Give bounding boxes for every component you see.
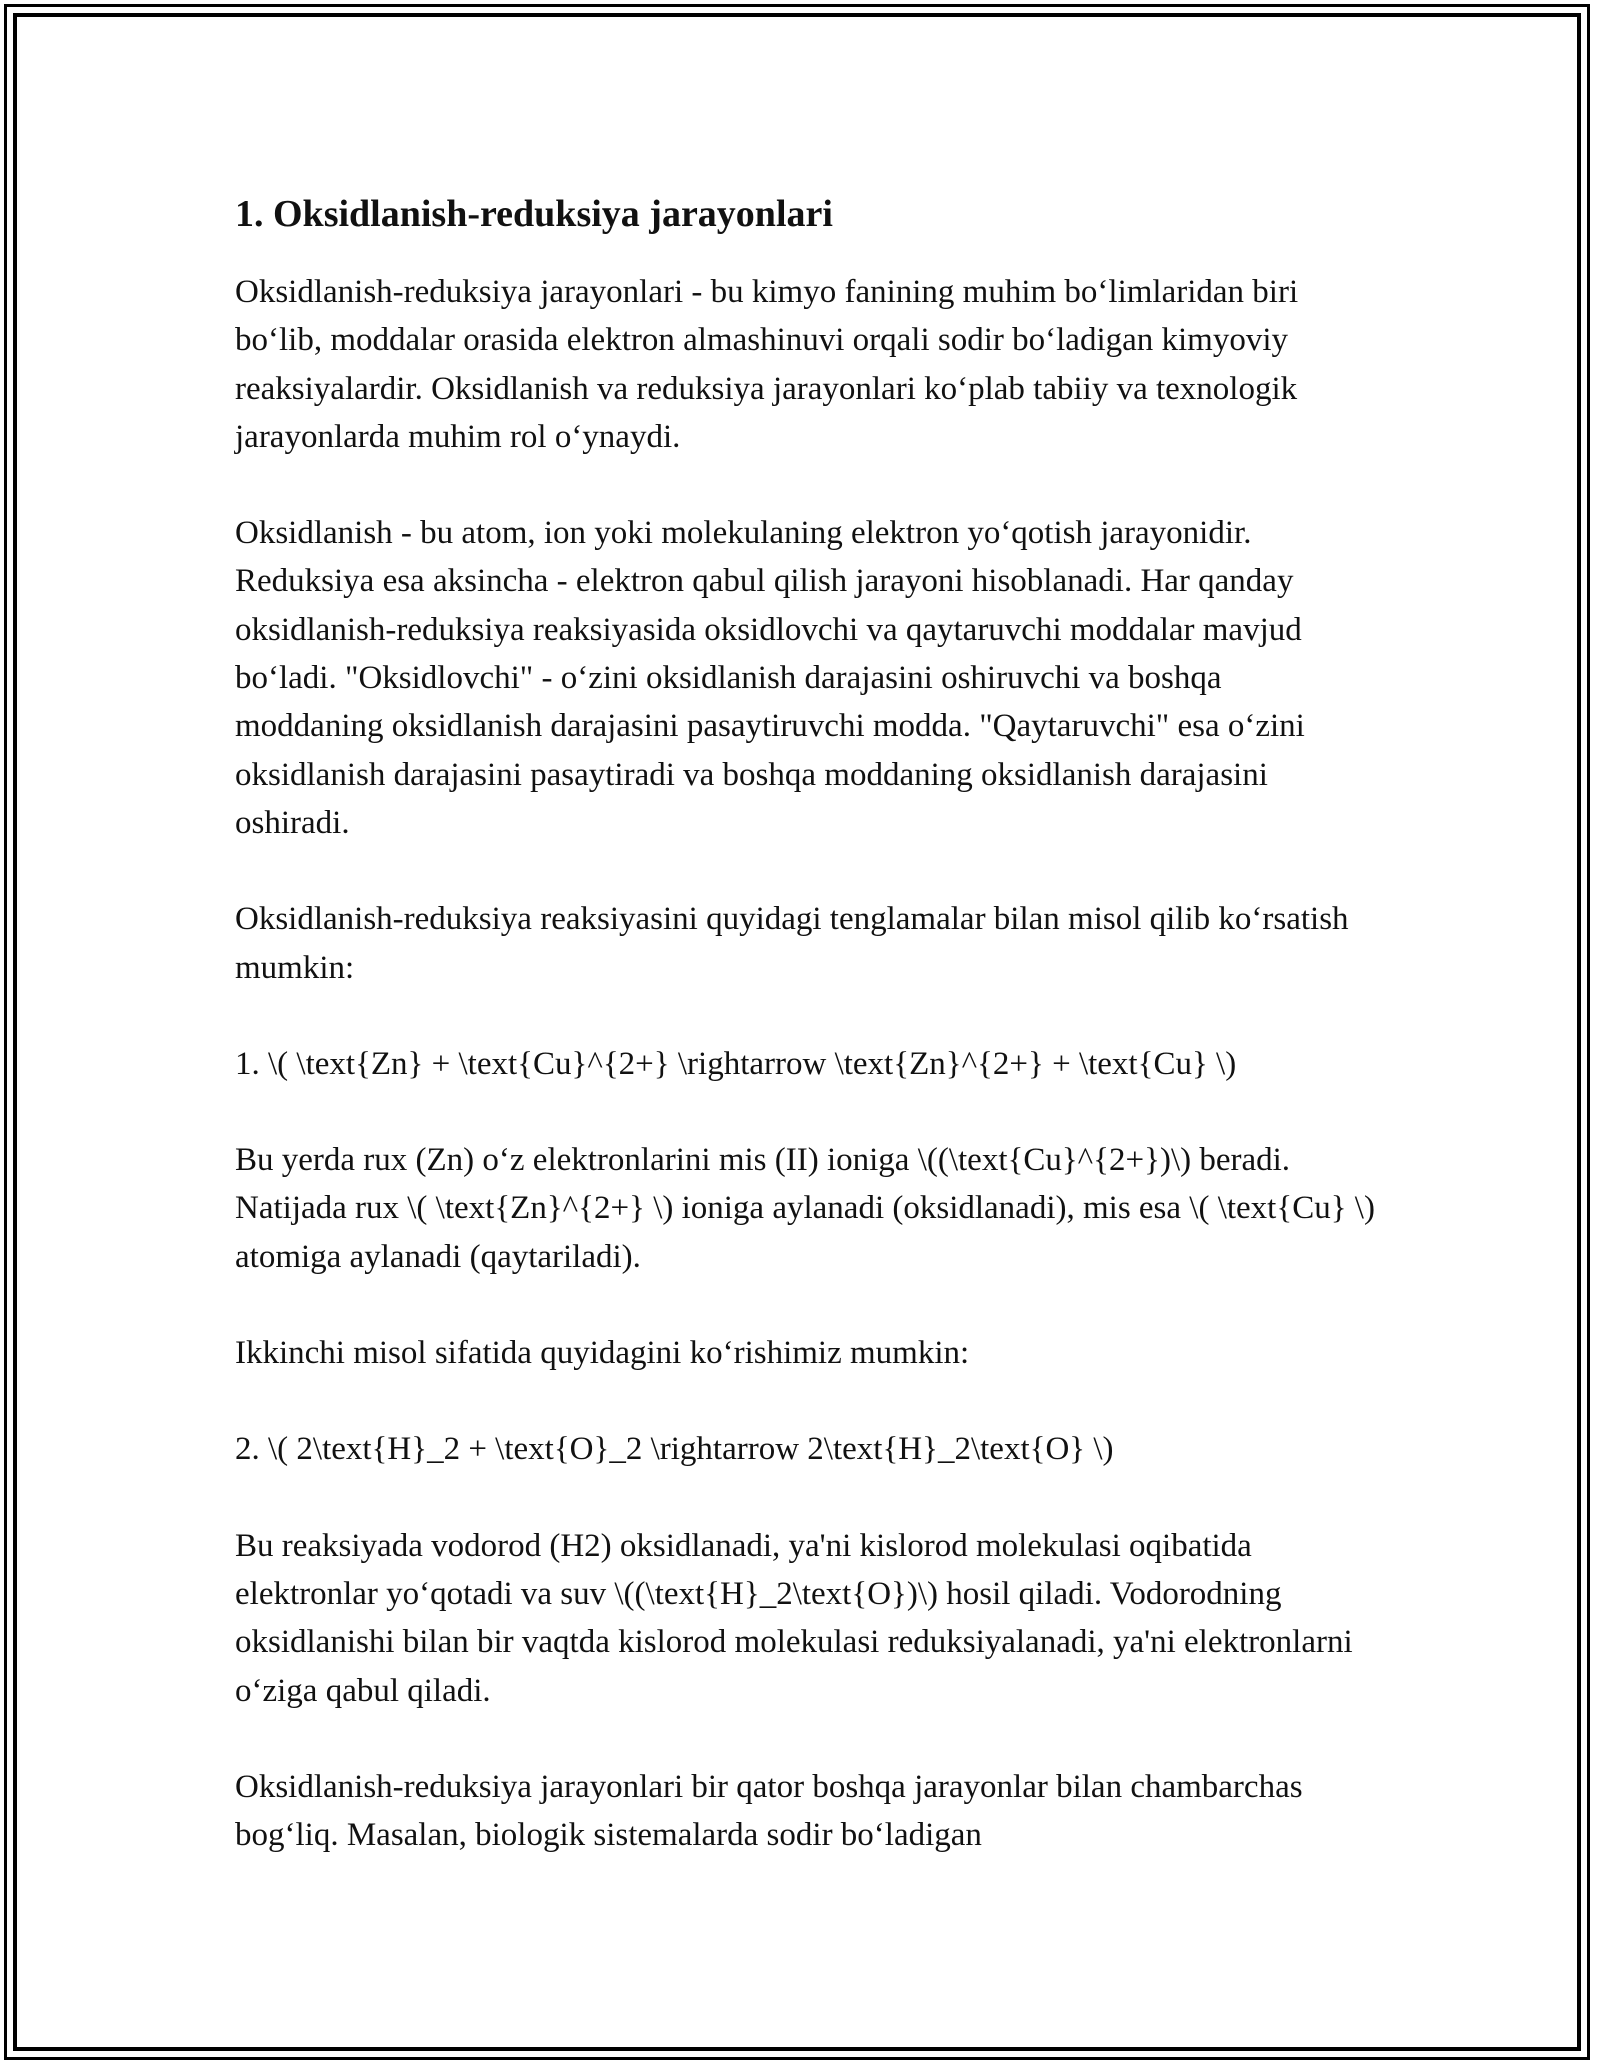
section-heading: 1. Oksidlanish-reduksiya jarayonlari (235, 193, 833, 235)
equation-2: 2. \( 2\text{H}_2 + \text{O}_2 \rightarrow 2\text{H}_2\text{O} \) (235, 1431, 1114, 1468)
paragraph-definitions: Oksidlanish - bu atom, ion yoki molekulaning elektron yo‘qotish jarayonidir. Reduksiya esa aksincha - elektron qabul qilish jarayoni hisoblanadi. Har qanday oksidlanish-reduksiya reaksiyasida oksidlovchi va qaytaruvchi moddalar mavjud bo‘ladi. "Oksidlovchi" - o‘zini oksidlanish darajasini oshiruvchi va boshqa moddaning oksidlanish darajasini pasaytiruvchi modda. "Qaytaruvchi" esa o‘zini oksidlanish darajasini pasaytiradi va boshqa moddaning oksidlanish darajasini oshiradi. (235, 515, 1305, 841)
paragraph-equation-1-explanation: Bu yerda rux (Zn) o‘z elektronlarini mis (II) ioniga \((\text{Cu}^{2+})\) beradi. Natijada rux \( \text{Zn}^{2+} \) ioniga aylanadi (oksidlanadi), mis esa \( \text{Cu} \) atomiga aylanadi (qaytariladi). (235, 1142, 1375, 1275)
paragraph-continuation: Oksidlanish-reduksiya jarayonlari bir qator boshqa jarayonlar bilan chambarchas bog‘liq. Masalan, biologik sistemalarda sodir bo‘ladigan (235, 1768, 1303, 1854)
paragraph-example-intro: Oksidlanish-reduksiya reaksiyasini quyidagi tenglamalar bilan misol qilib ko‘rsatish mumkin: (235, 901, 1349, 986)
equation-1: 1. \( \text{Zn} + \text{Cu}^{2+} \rightarrow \text{Zn}^{2+} + \text{Cu} \) (235, 1045, 1237, 1082)
document-body (235, 188, 1375, 1907)
paragraph-equation-2-explanation: Bu reaksiyada vodorod (H2) oksidlanadi, ya'ni kislorod molekulasi oqibatida elektronlar yo‘qotadi va suv \((\text{H}_2\text{O})\) hosil qiladi. Vodorodning oksidlanishi bilan bir vaqtda kislorod molekulasi reduksiyalanadi, ya'ni elektronlarni o‘ziga qabul qiladi. (235, 1527, 1353, 1709)
paragraph-second-example-intro: Ikkinchi misol sifatida quyidagini ko‘rishimiz mumkin: (235, 1335, 970, 1372)
paragraph-intro: Oksidlanish-reduksiya jarayonlari - bu kimyo fanining muhim bo‘limlaridan biri bo‘lib, moddalar orasida elektron almashinuvi orqali sodir bo‘ladigan kimyoviy reaksiyalardir. Oksidlanish va reduksiya jarayonlari ko‘plab tabiiy va texnologik jarayonlarda muhim rol o‘ynaydi. (235, 274, 1299, 455)
